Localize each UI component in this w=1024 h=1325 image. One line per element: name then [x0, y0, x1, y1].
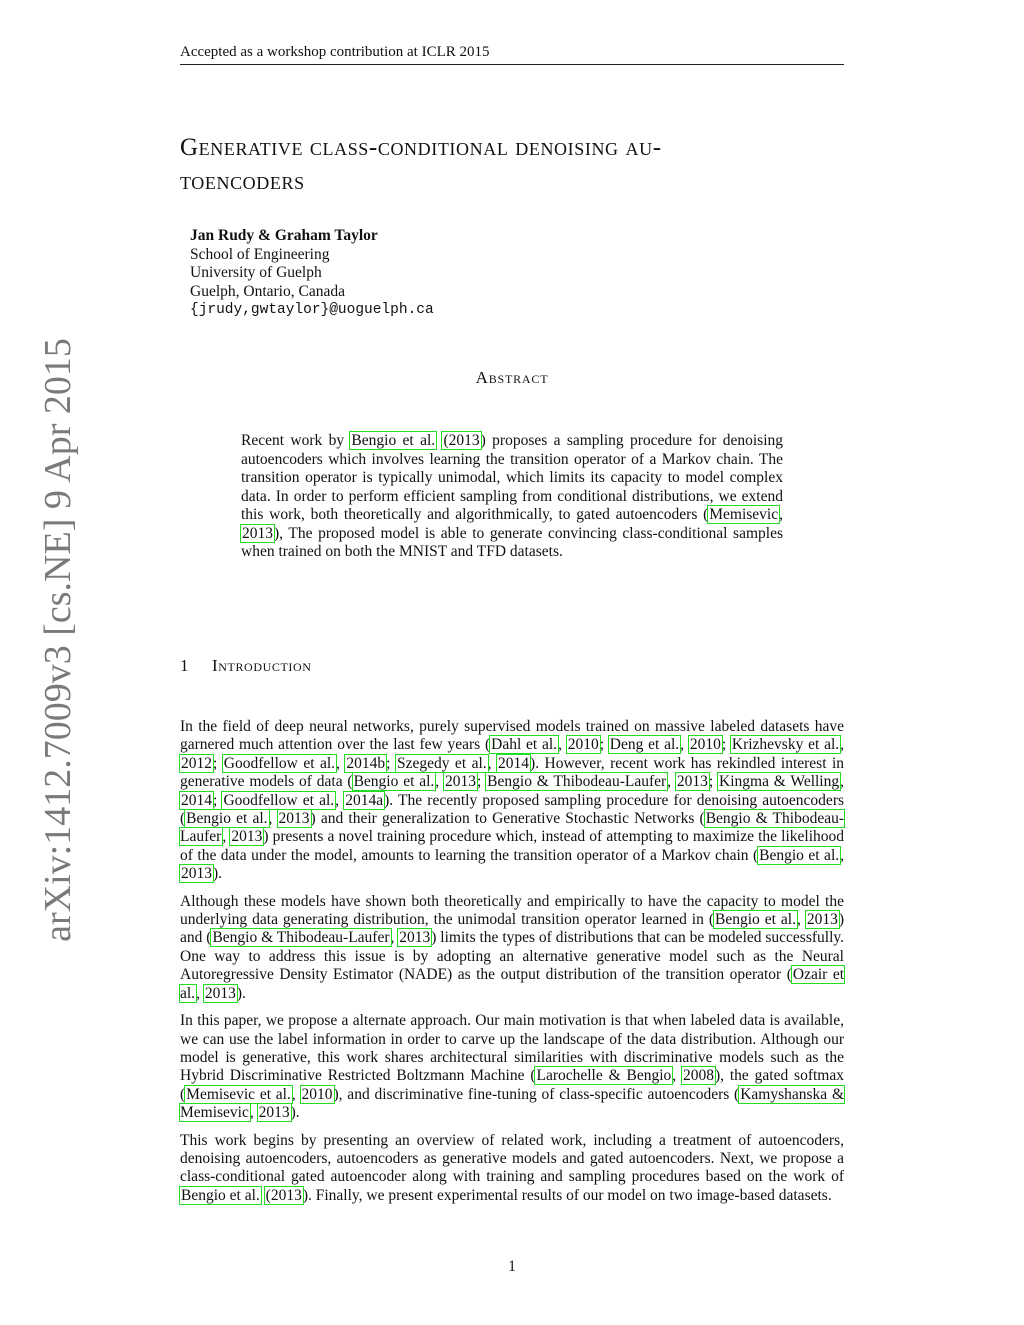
citation-link[interactable]: 2013	[806, 911, 838, 929]
citation-link[interactable]: 2013	[445, 773, 477, 791]
arxiv-stamp: arXiv:1412.7009v3 [cs.NE] 9 Apr 2015	[37, 338, 79, 942]
citation-link[interactable]: 2008	[682, 1067, 714, 1085]
citation-link[interactable]: 2010	[689, 736, 721, 754]
intro-paragraph-4: This work begins by presenting an overview of related work, including a treatment of autoencoders, denoising autoencoders, autoencoders as generative models and gated autoencoders. Next, we propose a class-conditional gated autoencoder along with training and sampling procedures based on the work of Bengio et al. (2013). Finally, we present experimental results of our model on two image-based datasets.	[180, 1131, 844, 1204]
intro-body	[180, 718, 844, 1214]
citation-link[interactable]: 2013	[181, 865, 212, 883]
intro-paragraph-1: In the field of deep neural networks, purely supervised models trained on massive labeled datasets have garnered much attention over the last few years (Dahl et al., 2010; Deng et al., 2010; Krizhevsky et al., 2012; Goodfellow et al., 2014b; Szegedy et al., 2014). However, recent work has rekindled interest in generative models of data (Bengio et al., 2013; Bengio & Thibodeau-Laufer, 2013; Kingma & Welling, 2014; Goodfellow et al., 2014a). The recently proposed sampling procedure for denoising autoencoders (Bengio et al., 2013) and their generalization to Generative Stochastic Networks (Bengio & Thibodeau-Laufer, 2013) presents a novel training procedure which, instead of attempting to maximize the likelihood of the data under the model, amounts to learning the transition operator of a Markov chain (Bengio et al., 2013).	[180, 718, 845, 883]
citation-link[interactable]: Bengio & Thibodeau-Laufer	[180, 810, 845, 846]
citation-link[interactable]: Bengio et al.	[715, 911, 796, 929]
citation-link[interactable]: Kamyshanska & Memisevic	[180, 1085, 845, 1122]
running-header: Accepted as a workshop contribution at ICLR 2015	[180, 44, 844, 65]
citation-link[interactable]: 2013	[204, 984, 236, 1002]
citation-link[interactable]: Ozair et al.	[180, 966, 845, 1002]
citation-link[interactable]: Bengio & Thibodeau-Laufer	[487, 773, 667, 791]
citation-link[interactable]: Larochelle & Bengio	[536, 1067, 672, 1085]
citation-link[interactable]: Goodfellow et al.	[223, 791, 335, 809]
citation-link[interactable]: Bengio et al.	[353, 773, 435, 791]
citation-link[interactable]: 2014a	[345, 791, 384, 809]
section-title: Introduction	[212, 656, 312, 675]
citation-link[interactable]: 2013	[399, 929, 431, 947]
citation-link[interactable]: 2013	[278, 810, 310, 828]
citation-link[interactable]: (2013	[265, 1186, 302, 1204]
author-block	[190, 227, 434, 320]
citation-link[interactable]: Bengio et al.	[759, 846, 840, 864]
title-line-1: Generative class-conditional denoising au-	[180, 134, 662, 161]
author-names: Jan Rudy & Graham Taylor	[190, 227, 378, 244]
citation-link[interactable]: Dahl et al.	[491, 736, 558, 754]
citation-link[interactable]: Deng et al.	[609, 736, 680, 754]
section-heading	[180, 656, 312, 676]
citation-link[interactable]: Szegedy et al.	[396, 754, 487, 772]
citation-link[interactable]: Memisevic	[709, 506, 779, 523]
citation-link[interactable]: Bengio et al.	[186, 810, 268, 828]
citation-link[interactable]: 2014	[498, 754, 530, 772]
paper-title	[180, 131, 844, 199]
citation-link[interactable]: 2013	[258, 1104, 290, 1122]
title-line-2: toencoders	[180, 168, 305, 195]
citation-link[interactable]: 2014	[181, 791, 212, 809]
citation-link[interactable]: Kingma & Welling	[719, 773, 840, 791]
citation-link[interactable]: Bengio et al.	[351, 432, 436, 449]
citation-link[interactable]: Goodfellow et al.	[223, 754, 336, 772]
citation-link[interactable]: (2013	[443, 432, 480, 449]
abstract-text: Recent work by Bengio et al. (2013) proposes a sampling procedure for denoising autoencoders which involves learning the transition operator of a Markov chain. The transition operator is typically unimodal, which limits its capacity to model complex data. In order to perform efficient sampling from conditional distributions, we extend this work, both theoretically and algorithmically, to gated autoencoders (Memisevic, 2013), The proposed model is able to generate convincing class-conditional samples when trained on both the MNIST and TFD datasets.	[241, 432, 783, 560]
citation-link[interactable]: 2010	[301, 1085, 333, 1103]
citation-link[interactable]: 2013	[231, 828, 263, 846]
abstract-heading: Abstract	[475, 368, 549, 387]
page-number: 1	[508, 1258, 516, 1275]
author-university: University of Guelph	[190, 264, 322, 281]
citation-link[interactable]: 2014b	[346, 754, 386, 772]
citation-link[interactable]: Memisevic et al.	[186, 1085, 291, 1103]
citation-link[interactable]: 2012	[181, 754, 212, 772]
author-email: {jrudy,gwtaylor}@uoguelph.ca	[190, 302, 434, 318]
citation-link[interactable]: 2010	[567, 736, 599, 754]
author-dept: School of Engineering	[190, 245, 330, 263]
section-number: 1	[180, 656, 189, 675]
author-location: Guelph, Ontario, Canada	[190, 282, 345, 300]
intro-paragraph-2: Although these models have shown both theoretically and empirically to have the capacity to model the underlying data generating distribution, the unimodal transition operator learned in (Bengio et al., 2013) and (Bengio & Thibodeau-Laufer, 2013) limits the types of distributions that can be modeled successfully. One way to address this issue is by adopting an alternative generative model such as the Neural Autoregressive Density Estimator (NADE) as the output distribution of the transition operator (Ozair et al., 2013).	[180, 892, 845, 1002]
intro-paragraph-3: In this paper, we propose a alternate approach. Our main motivation is that when labeled data is available, we can use the label information in order to carve up the landscape of the data distribution. Although our model is generative, this work shares architectural similarities with discriminative models such as the Hybrid Discriminative Restricted Boltzmann Machine (Larochelle & Bengio, 2008), the gated softmax (Memisevic et al., 2010), and discriminative fine-tuning of class-specific autoencoders (Kamyshanska & Memisevic, 2013).	[180, 1012, 845, 1122]
citation-link[interactable]: Bengio et al.	[181, 1186, 260, 1204]
citation-link[interactable]: 2013	[242, 524, 273, 542]
citation-link[interactable]: Krizhevsky et al.	[731, 736, 840, 754]
citation-link[interactable]: Bengio & Thibodeau-Laufer	[212, 929, 390, 947]
citation-link[interactable]: 2013	[676, 773, 708, 791]
